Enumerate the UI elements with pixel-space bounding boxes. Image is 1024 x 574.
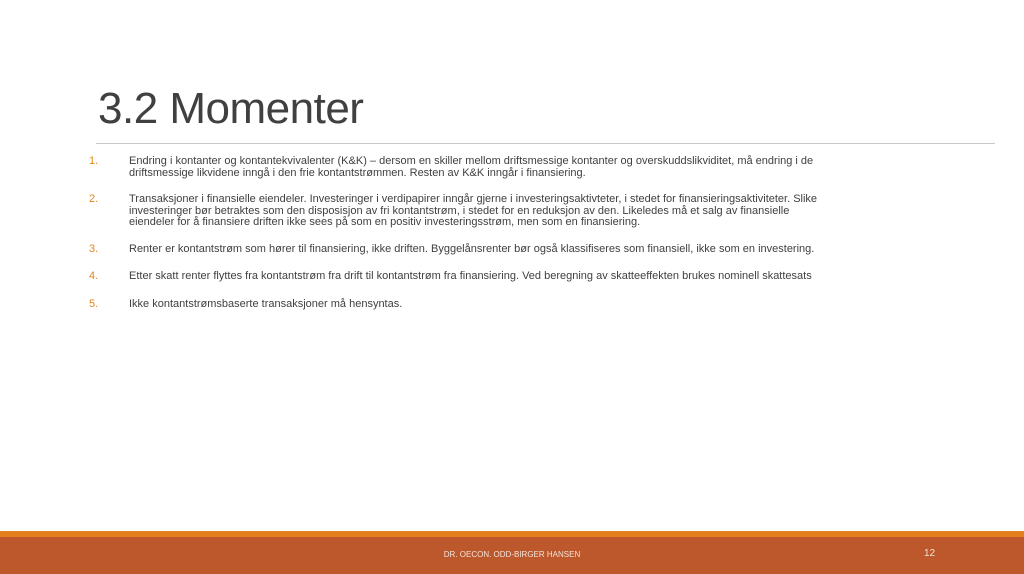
item-line: Ikke kontantstrømsbaserte transaksjoner må hensyntas. [129,298,403,310]
item-number: 2. [89,193,99,205]
item-line: Renter er kontantstrøm som hører til finansiering, ikke driften. Byggelånsrenter bør også klassifiseres som finansiell, ikke som en investering. [129,243,815,255]
item-line: Etter skatt renter flyttes fra kontantstrøm fra drift til kontantstrøm fra finansiering. Ved beregning av skatteeffekten brukes nominell skattesats [129,270,812,282]
item-line: Transaksjoner i finansielle eiendeler. Investeringer i verdipapirer inngår gjerne i investeringsaktivteter, i stedet for finansieringsaktiviteter. Slike [129,193,818,205]
item-text [129,299,402,311]
item-text [129,271,812,283]
item-line: investeringer bør betraktes som den disposisjon av fri kontantstrøm, i stedet for en reduksjon av den. Likeledes må et salg av finansielle [129,204,790,217]
item-number: 3. [89,243,99,255]
title-divider [96,143,995,144]
item-line: driftsmessige likvidene inngå i den frie kontantstrømmen. Resten av K&K inngår i finansiering. [129,166,586,179]
item-number: 5. [89,298,99,310]
item-number: 1. [89,155,99,167]
item-line: Endring i kontanter og kontantekvivalenter (K&K) – dersom en skiller mellom driftsmessige kontanter og overskuddslikviditet, må endring i de [129,155,814,167]
footer-bar [0,537,1024,574]
item-line: eiendeler for å finansiere driften ikke sees på som en positiv investeringsstrøm, men som en finansiering. [129,216,641,228]
footer-author: DR. OECON. ODD-BIRGER HANSEN [443,550,581,559]
slide-title: 3.2 Momenter [98,84,364,133]
item-number: 4. [89,270,99,282]
item-text [129,156,813,179]
item-text [129,194,817,229]
item-text [129,244,814,256]
page-number: 12 [924,548,936,559]
